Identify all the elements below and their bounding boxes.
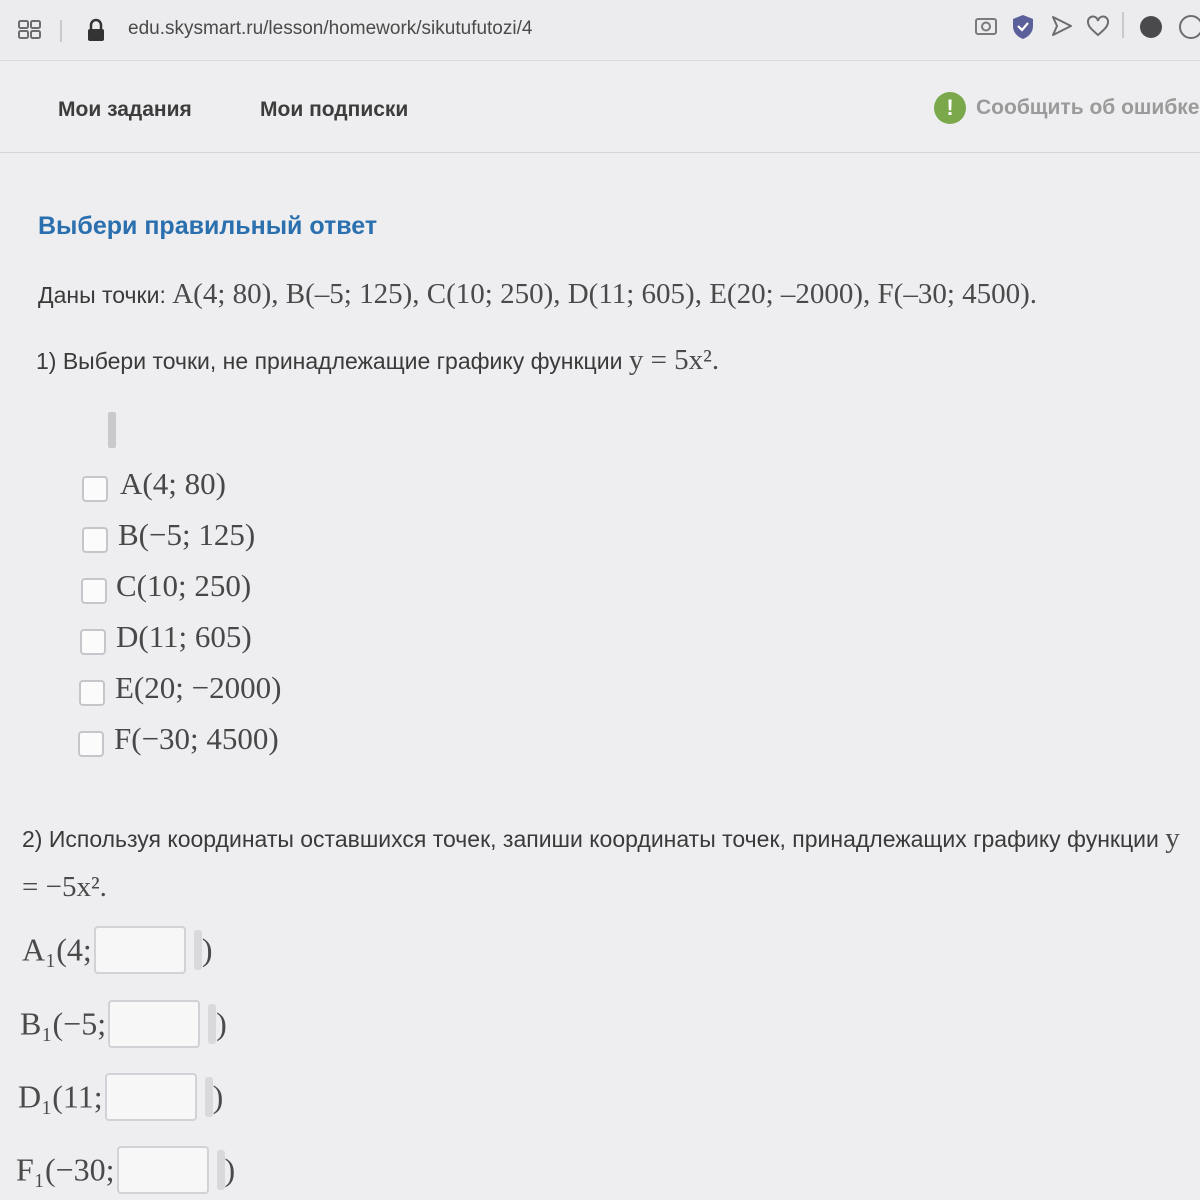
- tabs-grid-icon[interactable]: [18, 20, 42, 40]
- answer-label: F₁(−30;: [16, 1151, 115, 1188]
- send-icon[interactable]: [1050, 14, 1074, 38]
- close-paren: ): [201, 931, 213, 968]
- report-error-label: Сообщить об ошибке: [976, 96, 1200, 119]
- checkbox[interactable]: [81, 578, 107, 604]
- browser-address-bar: [0, 0, 1200, 61]
- option-label[interactable]: C(10; 250): [116, 568, 252, 603]
- globe-icon[interactable]: [1138, 14, 1164, 40]
- checkbox[interactable]: [80, 629, 106, 655]
- task-heading: Выбери правильный ответ: [38, 212, 378, 240]
- option-label[interactable]: D(11; 605): [116, 619, 252, 654]
- answer-label: B₁(−5;: [20, 1005, 107, 1042]
- answer-input-d1[interactable]: [105, 1073, 197, 1121]
- answer-row-a1: [22, 926, 212, 974]
- checkbox[interactable]: [82, 527, 108, 553]
- checkbox[interactable]: [82, 476, 108, 502]
- answer-row-d1: [18, 1073, 223, 1121]
- answer-label: D₁(11;: [18, 1078, 103, 1115]
- input-edge: [205, 1077, 213, 1117]
- extension-icon[interactable]: [1178, 14, 1200, 40]
- question-2: [22, 814, 1200, 912]
- lock-icon[interactable]: [86, 18, 106, 42]
- report-error-button[interactable]: [934, 92, 1199, 126]
- toolbar-divider: [60, 20, 62, 42]
- close-paren: ): [224, 1151, 236, 1188]
- option-label[interactable]: A(4; 80): [120, 466, 226, 501]
- url-text[interactable]: edu.skysmart.ru/lesson/homework/sikutufutozi/4: [128, 18, 533, 39]
- answer-row-f1: [16, 1146, 235, 1194]
- input-edge: [208, 1004, 216, 1044]
- site-navigation: [0, 60, 1200, 153]
- option-label[interactable]: B(−5; 125): [118, 517, 256, 552]
- given-points-list: A(4; 80), B(–5; 125), C(10; 250), D(11; 605), E(20; –2000), F(–30; 4500).: [172, 278, 1038, 310]
- given-prefix: Даны точки:: [38, 282, 173, 308]
- close-paren: ): [212, 1078, 224, 1115]
- question-1-formula: y = 5x².: [628, 344, 720, 376]
- question-2-formula: y = −5x².: [22, 822, 1180, 903]
- checkbox[interactable]: [79, 680, 105, 706]
- nav-my-tasks[interactable]: Мои задания: [58, 98, 192, 121]
- nav-my-subscriptions[interactable]: Мои подписки: [260, 98, 409, 121]
- answer-label: A₁(4;: [22, 931, 92, 968]
- answer-input-b1[interactable]: [108, 1000, 200, 1048]
- exclamation-icon: [934, 92, 966, 124]
- question-1-text: 1) Выбери точки, не принадлежащие графику функции: [36, 348, 629, 374]
- option-label[interactable]: F(−30; 4500): [114, 721, 279, 756]
- camera-icon[interactable]: [974, 14, 998, 38]
- answer-row-b1: [20, 1000, 227, 1048]
- checkbox[interactable]: [78, 731, 104, 757]
- shield-icon[interactable]: [1012, 14, 1034, 40]
- answer-input-f1[interactable]: [117, 1146, 209, 1194]
- toolbar-divider: [1122, 12, 1124, 38]
- input-edge: [194, 930, 202, 970]
- input-edge: [217, 1150, 225, 1190]
- heart-icon[interactable]: [1086, 14, 1110, 38]
- question-2-text: 2) Используя координаты оставшихся точек, запиши координаты точек, принадлежащих графику функции: [22, 826, 1166, 852]
- close-paren: ): [216, 1005, 227, 1042]
- option-label[interactable]: E(20; −2000): [115, 670, 282, 705]
- question-1: [36, 344, 719, 377]
- answer-input-a1[interactable]: [94, 926, 186, 974]
- given-points: [38, 278, 1037, 311]
- browser-toolbar-icons: [950, 10, 1200, 46]
- text-cursor-marker: [108, 412, 116, 448]
